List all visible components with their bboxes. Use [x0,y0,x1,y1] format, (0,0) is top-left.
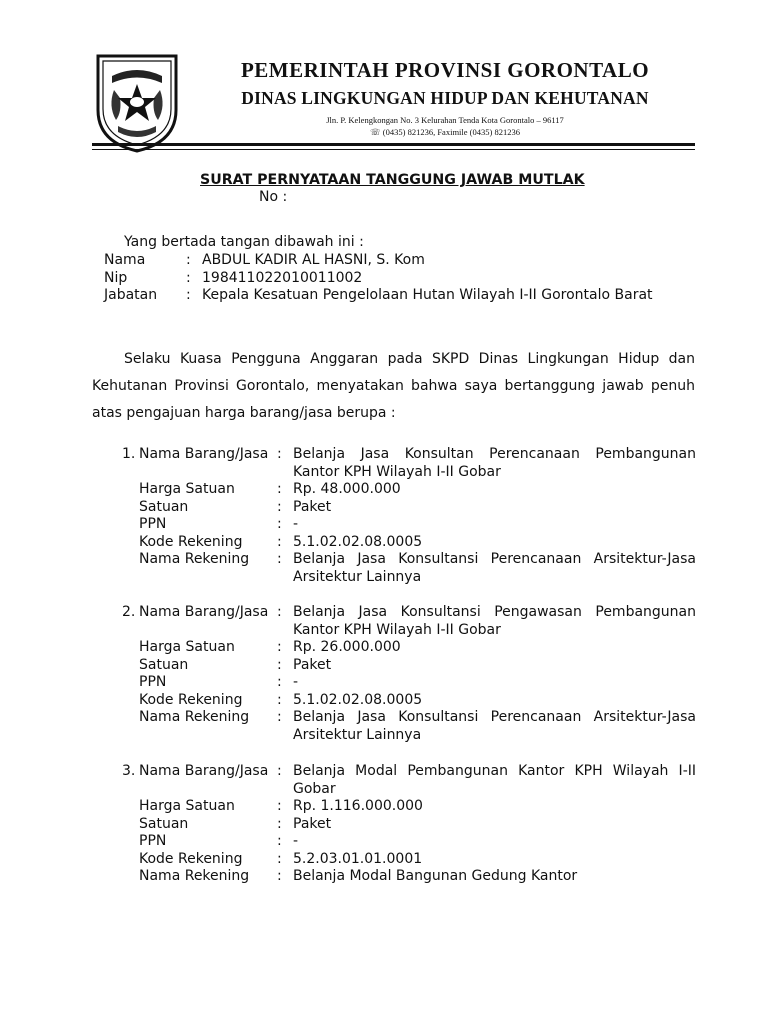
item-value: Rp. 48.000.000 [293,481,401,497]
statement-paragraph: Selaku Kuasa Pengguna Anggaran pada SKPD Dinas Lingkungan Hidup dan Kehutanan Provinsi Gorontalo, menyatakan bahwa saya bertanggung jawab penuh atas pengajuan harga barang/jasa berupa : [92,351,695,421]
item-label: Harga Satuan [139,639,235,655]
item-3 [122,763,696,886]
item-1 [122,446,696,586]
item-value: - [293,516,299,532]
item-value: Paket [293,498,332,515]
item-row [122,481,696,499]
item-label: Nama Barang/Jasa [139,446,269,462]
item-separator: : [277,709,282,725]
identity-separator: : [186,270,191,286]
item-row [122,851,696,869]
item-number: 2. [122,604,136,620]
office-contact [190,127,700,138]
item-value: 5.1.02.02.08.0005 [293,533,423,550]
gorontalo-emblem-icon [92,50,182,155]
item-separator: : [277,551,282,567]
item-value: Paket [293,656,332,673]
contact-text: (0435) 821236, Faximile (0435) 821236 [382,127,520,137]
item-separator: : [277,533,282,550]
item-label: Nama Rekening [139,551,250,567]
item-value: Belanja Modal Pembangunan Kantor KPH Wilayah I-II Gobar [293,763,696,797]
signatory-intro: Yang bertada tangan dibawah ini : [124,234,364,250]
item-2 [122,604,696,744]
item-value: Belanja Jasa Konsultan Perencanaan Pembangunan Kantor KPH Wilayah I-II Gobar [293,446,696,480]
item-label: Nama Barang/Jasa [139,763,269,779]
item-separator: : [277,639,282,655]
item-row [122,534,696,552]
identity-separator: : [186,252,191,268]
identity-label: Nama [104,252,146,268]
item-separator: : [277,498,282,515]
item-separator: : [277,446,282,462]
item-label: PPN [139,674,167,690]
item-row [122,833,696,851]
item-separator: : [277,763,282,779]
item-row [122,499,696,517]
letterhead-rule-thick [92,143,695,146]
item-number: 3. [122,763,136,779]
item-label: Satuan [139,815,189,832]
item-label: Harga Satuan [139,481,235,497]
identity-separator: : [186,287,191,303]
item-separator: : [277,604,282,620]
identity-value: 198411022010011002 [202,270,363,286]
identity-value: Kepala Kesatuan Pengelolaan Hutan Wilayah I-II Gorontalo Barat [202,287,653,303]
item-value: 5.1.02.02.08.0005 [293,691,423,708]
item-label: PPN [139,833,167,849]
office-address: Jln. P. Kelengkongan No. 3 Kelurahan Tenda Kota Gorontalo – 96117 [326,115,564,125]
item-label: Kode Rekening [139,691,243,708]
item-separator: : [277,850,282,867]
item-value: - [293,833,299,849]
item-separator: : [277,481,282,497]
item-row [122,674,696,692]
item-label: Nama Barang/Jasa [139,604,269,620]
item-row [122,798,696,816]
item-value: Paket [293,815,332,832]
item-row [122,657,696,675]
item-value: 5.2.03.01.01.0001 [293,850,423,867]
item-label: PPN [139,516,167,532]
identity-value: ABDUL KADIR AL HASNI, S. Kom [202,252,425,268]
item-row [122,763,696,798]
item-value: Belanja Jasa Konsultansi Pengawasan Pembangunan Kantor KPH Wilayah I-II Gobar [293,604,696,638]
telephone-icon: ☏ [370,127,381,137]
item-separator: : [277,798,282,814]
item-label: Kode Rekening [139,850,243,867]
identity-label: Jabatan [104,287,158,303]
item-row [122,868,696,886]
identity-label: Nip [104,270,128,286]
item-label: Kode Rekening [139,533,243,550]
item-row [122,692,696,710]
item-label: Satuan [139,656,189,673]
item-value: Belanja Modal Bangunan Gedung Kantor [293,868,578,884]
item-number: 1. [122,446,136,462]
item-separator: : [277,833,282,849]
item-value: Belanja Jasa Konsultansi Perencanaan Arsitektur-Jasa Arsitektur Lainnya [293,709,696,743]
item-row [122,551,696,586]
item-label: Harga Satuan [139,798,235,814]
department-name: DINAS LINGKUNGAN HIDUP DAN KEHUTANAN [241,88,649,108]
item-row [122,709,696,744]
item-row [122,516,696,534]
item-row [122,604,696,639]
item-label: Nama Rekening [139,868,250,884]
item-separator: : [277,868,282,884]
item-value: Belanja Jasa Konsultansi Perencanaan Arsitektur-Jasa Arsitektur Lainnya [293,551,696,585]
item-value: - [293,674,299,690]
item-label: Nama Rekening [139,709,250,725]
item-separator: : [277,516,282,532]
item-row [122,816,696,834]
item-separator: : [277,691,282,708]
document-number: No : [259,189,288,205]
item-row [122,446,696,481]
item-separator: : [277,815,282,832]
letterhead-rule-thin [92,149,695,150]
item-separator: : [277,674,282,690]
item-value: Rp. 26.000.000 [293,639,401,655]
item-label: Satuan [139,498,189,515]
organization-name: PEMERINTAH PROVINSI GORONTALO [240,58,650,82]
document-title: SURAT PERNYATAAN TANGGUNG JAWAB MUTLAK [200,172,585,188]
item-row [122,639,696,657]
item-value: Rp. 1.116.000.000 [293,798,423,814]
item-separator: : [277,656,282,673]
